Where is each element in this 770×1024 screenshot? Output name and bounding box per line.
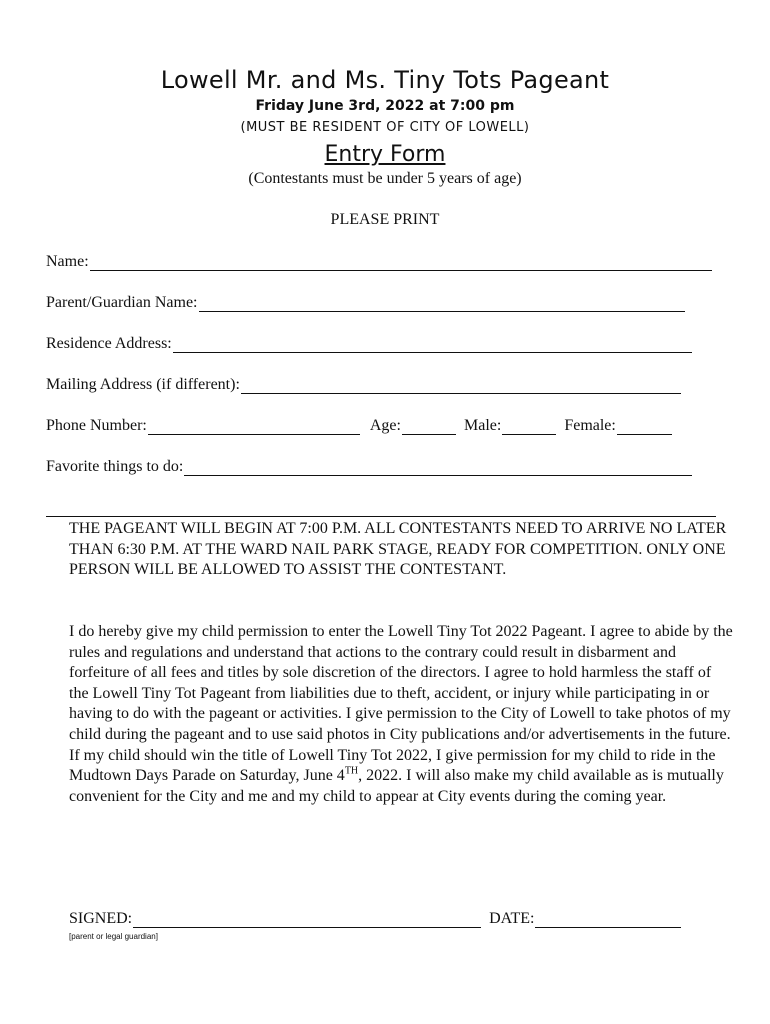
age-field[interactable] (402, 418, 456, 435)
male-field[interactable] (502, 418, 556, 435)
permission-text-1: I do hereby give my child permission to enter the Lowell Tiny Tot 2022 Pageant. I agree to abide by the rules and regulations and understand that actions to the contrary could result in disbarment and forfeiture of all fees and titles by sole discretion of the directors. I agree to hold harmless the staff of the Lowell Tiny Tot Pageant from liabilities due to theft, accident, or injury while participating in or having to do with the pageant or activities. I give permission to the City of Lowell to take photos of my child during the pageant and to use said photos in City publications and/or advertisements in the future. If my child should win the title of Lowell Tiny Tot 2022, I give permission for my child to ride in the Mudtown Days Parade on Saturday, June 4 (69, 623, 733, 785)
residence-field[interactable] (173, 336, 692, 353)
date-label: DATE: (489, 910, 535, 927)
permission-paragraph (69, 622, 734, 807)
name-field[interactable] (90, 254, 712, 271)
name-label: Name: (46, 253, 89, 270)
phone-label: Phone Number: (46, 417, 147, 434)
date-field[interactable] (535, 911, 681, 928)
section-divider (46, 516, 716, 517)
female-label: Female: (564, 417, 616, 434)
residency-requirement: (MUST BE RESIDENT OF CITY OF LOWELL) (240, 120, 530, 135)
age-label: Age: (369, 417, 401, 434)
permission-superscript: TH (344, 765, 359, 777)
favorites-row (46, 458, 692, 476)
mailing-label: Mailing Address (if different): (46, 376, 240, 393)
residence-label: Residence Address: (46, 335, 172, 352)
mailing-field[interactable] (241, 377, 681, 394)
favorites-label: Favorite things to do: (46, 458, 184, 475)
guardian-note: [parent or legal guardian] (69, 932, 158, 941)
form-title-text: Entry Form (324, 142, 446, 167)
name-row (46, 253, 712, 271)
pageant-notice: THE PAGEANT WILL BEGIN AT 7:00 P.M. ALL CONTESTANTS NEED TO ARRIVE NO LATER THAN 6:30 P.M. AT THE WARD NAIL PARK STAGE, READY FOR COMPETITION. ONLY ONE PERSON WILL BE ALLOWED TO ASSIST THE CONTESTANT. (69, 520, 727, 579)
age-requirement: (Contestants must be under 5 years of age) (248, 170, 522, 187)
mailing-row (46, 376, 681, 394)
signature-field[interactable] (133, 911, 481, 928)
favorites-field[interactable] (184, 459, 692, 476)
permission-text-2: , 2022. I will also make my child available as is mutually convenient for the City and me and my child to appear at City events during the coming year. (69, 767, 724, 805)
parent-row (46, 294, 685, 312)
print-instruction: PLEASE PRINT (330, 211, 440, 228)
residence-row (46, 335, 692, 353)
form-title (0, 142, 770, 167)
pageant-title: Lowell Mr. and Ms. Tiny Tots Pageant (160, 66, 610, 94)
parent-field[interactable] (199, 295, 685, 312)
signature-row (69, 910, 681, 928)
parent-label: Parent/Guardian Name: (46, 294, 198, 311)
signed-label: SIGNED: (69, 910, 133, 927)
phone-field[interactable] (148, 418, 360, 435)
male-label: Male: (463, 417, 502, 434)
event-date: Friday June 3rd, 2022 at 7:00 pm (255, 98, 515, 114)
phone-row (46, 417, 672, 435)
female-field[interactable] (617, 418, 672, 435)
